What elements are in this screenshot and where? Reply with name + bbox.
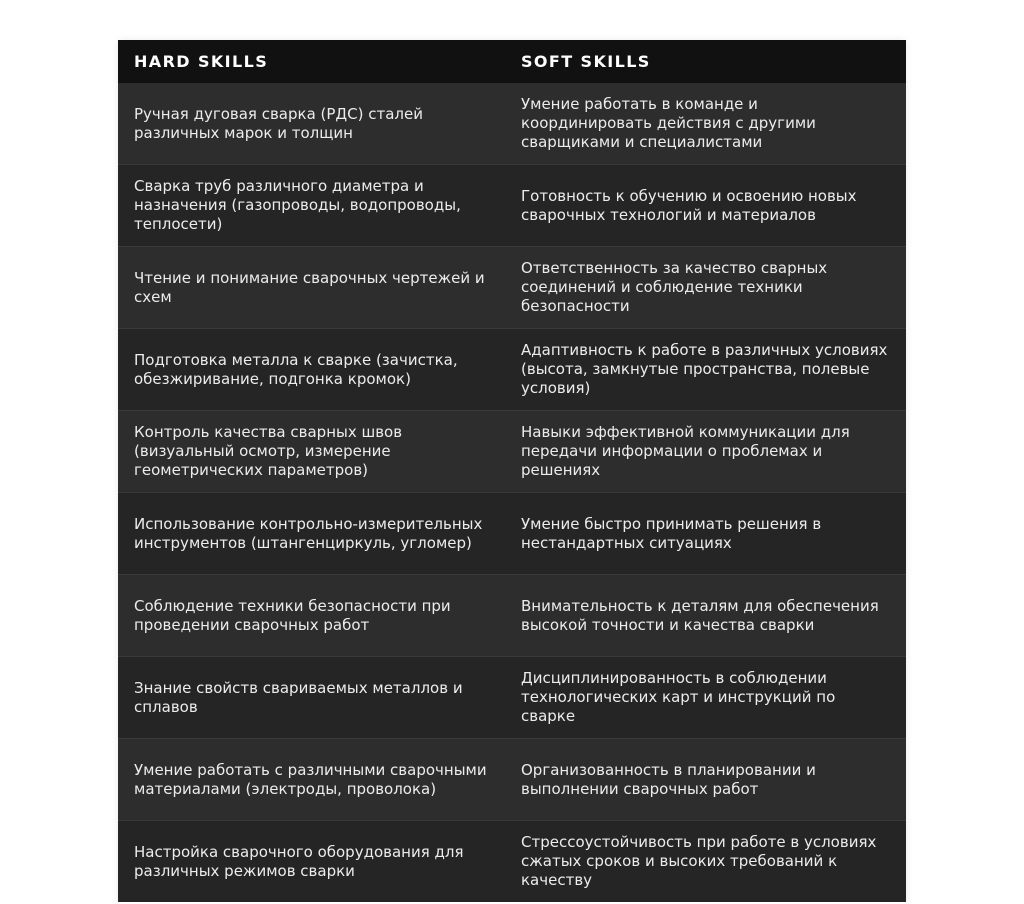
hard-skill-cell: Контроль качества сварных швов (визуальный осмотр, измерение геометрических параметров) [118, 411, 505, 493]
hard-skill-cell: Ручная дуговая сварка (РДС) сталей различных марок и толщин [118, 83, 505, 165]
table-row [118, 821, 906, 903]
hard-skill-cell: Подготовка металла к сварке (зачистка, обезжиривание, подгонка кромок) [118, 329, 505, 411]
skills-table [118, 40, 906, 902]
table-row [118, 575, 906, 657]
hard-skill-cell: Настройка сварочного оборудования для различных режимов сварки [118, 821, 505, 903]
hard-skill-cell: Знание свойств свариваемых металлов и сплавов [118, 657, 505, 739]
header-hard-skills: HARD SKILLS [118, 40, 505, 83]
soft-skill-cell: Стрессоустойчивость при работе в условиях сжатых сроков и высоких требований к качеству [505, 821, 906, 903]
table-header [118, 40, 906, 83]
hard-skill-cell: Соблюдение техники безопасности при проведении сварочных работ [118, 575, 505, 657]
table-row [118, 739, 906, 821]
table-body [118, 83, 906, 902]
soft-skill-cell: Навыки эффективной коммуникации для передачи информации о проблемах и решениях [505, 411, 906, 493]
soft-skill-cell: Внимательность к деталям для обеспечения высокой точности и качества сварки [505, 575, 906, 657]
table-row [118, 411, 906, 493]
soft-skill-cell: Умение работать в команде и координировать действия с другими сварщиками и специалистами [505, 83, 906, 165]
table-row [118, 329, 906, 411]
soft-skill-cell: Готовность к обучению и освоению новых сварочных технологий и материалов [505, 165, 906, 247]
table-row [118, 657, 906, 739]
hard-skill-cell: Чтение и понимание сварочных чертежей и схем [118, 247, 505, 329]
table-row [118, 493, 906, 575]
soft-skill-cell: Организованность в планировании и выполнении сварочных работ [505, 739, 906, 821]
header-row [118, 40, 906, 83]
header-soft-skills: SOFT SKILLS [505, 40, 906, 83]
table-row [118, 83, 906, 165]
soft-skill-cell: Ответственность за качество сварных соединений и соблюдение техники безопасности [505, 247, 906, 329]
hard-skill-cell: Использование контрольно-измерительных инструментов (штангенциркуль, угломер) [118, 493, 505, 575]
soft-skill-cell: Дисциплинированность в соблюдении технологических карт и инструкций по сварке [505, 657, 906, 739]
table-row [118, 165, 906, 247]
table-row [118, 247, 906, 329]
soft-skill-cell: Адаптивность к работе в различных условиях (высота, замкнутые пространства, полевые условия) [505, 329, 906, 411]
skills-table-container [118, 40, 906, 904]
soft-skill-cell: Умение быстро принимать решения в нестандартных ситуациях [505, 493, 906, 575]
hard-skill-cell: Сварка труб различного диаметра и назначения (газопроводы, водопроводы, теплосети) [118, 165, 505, 247]
hard-skill-cell: Умение работать с различными сварочными материалами (электроды, проволока) [118, 739, 505, 821]
